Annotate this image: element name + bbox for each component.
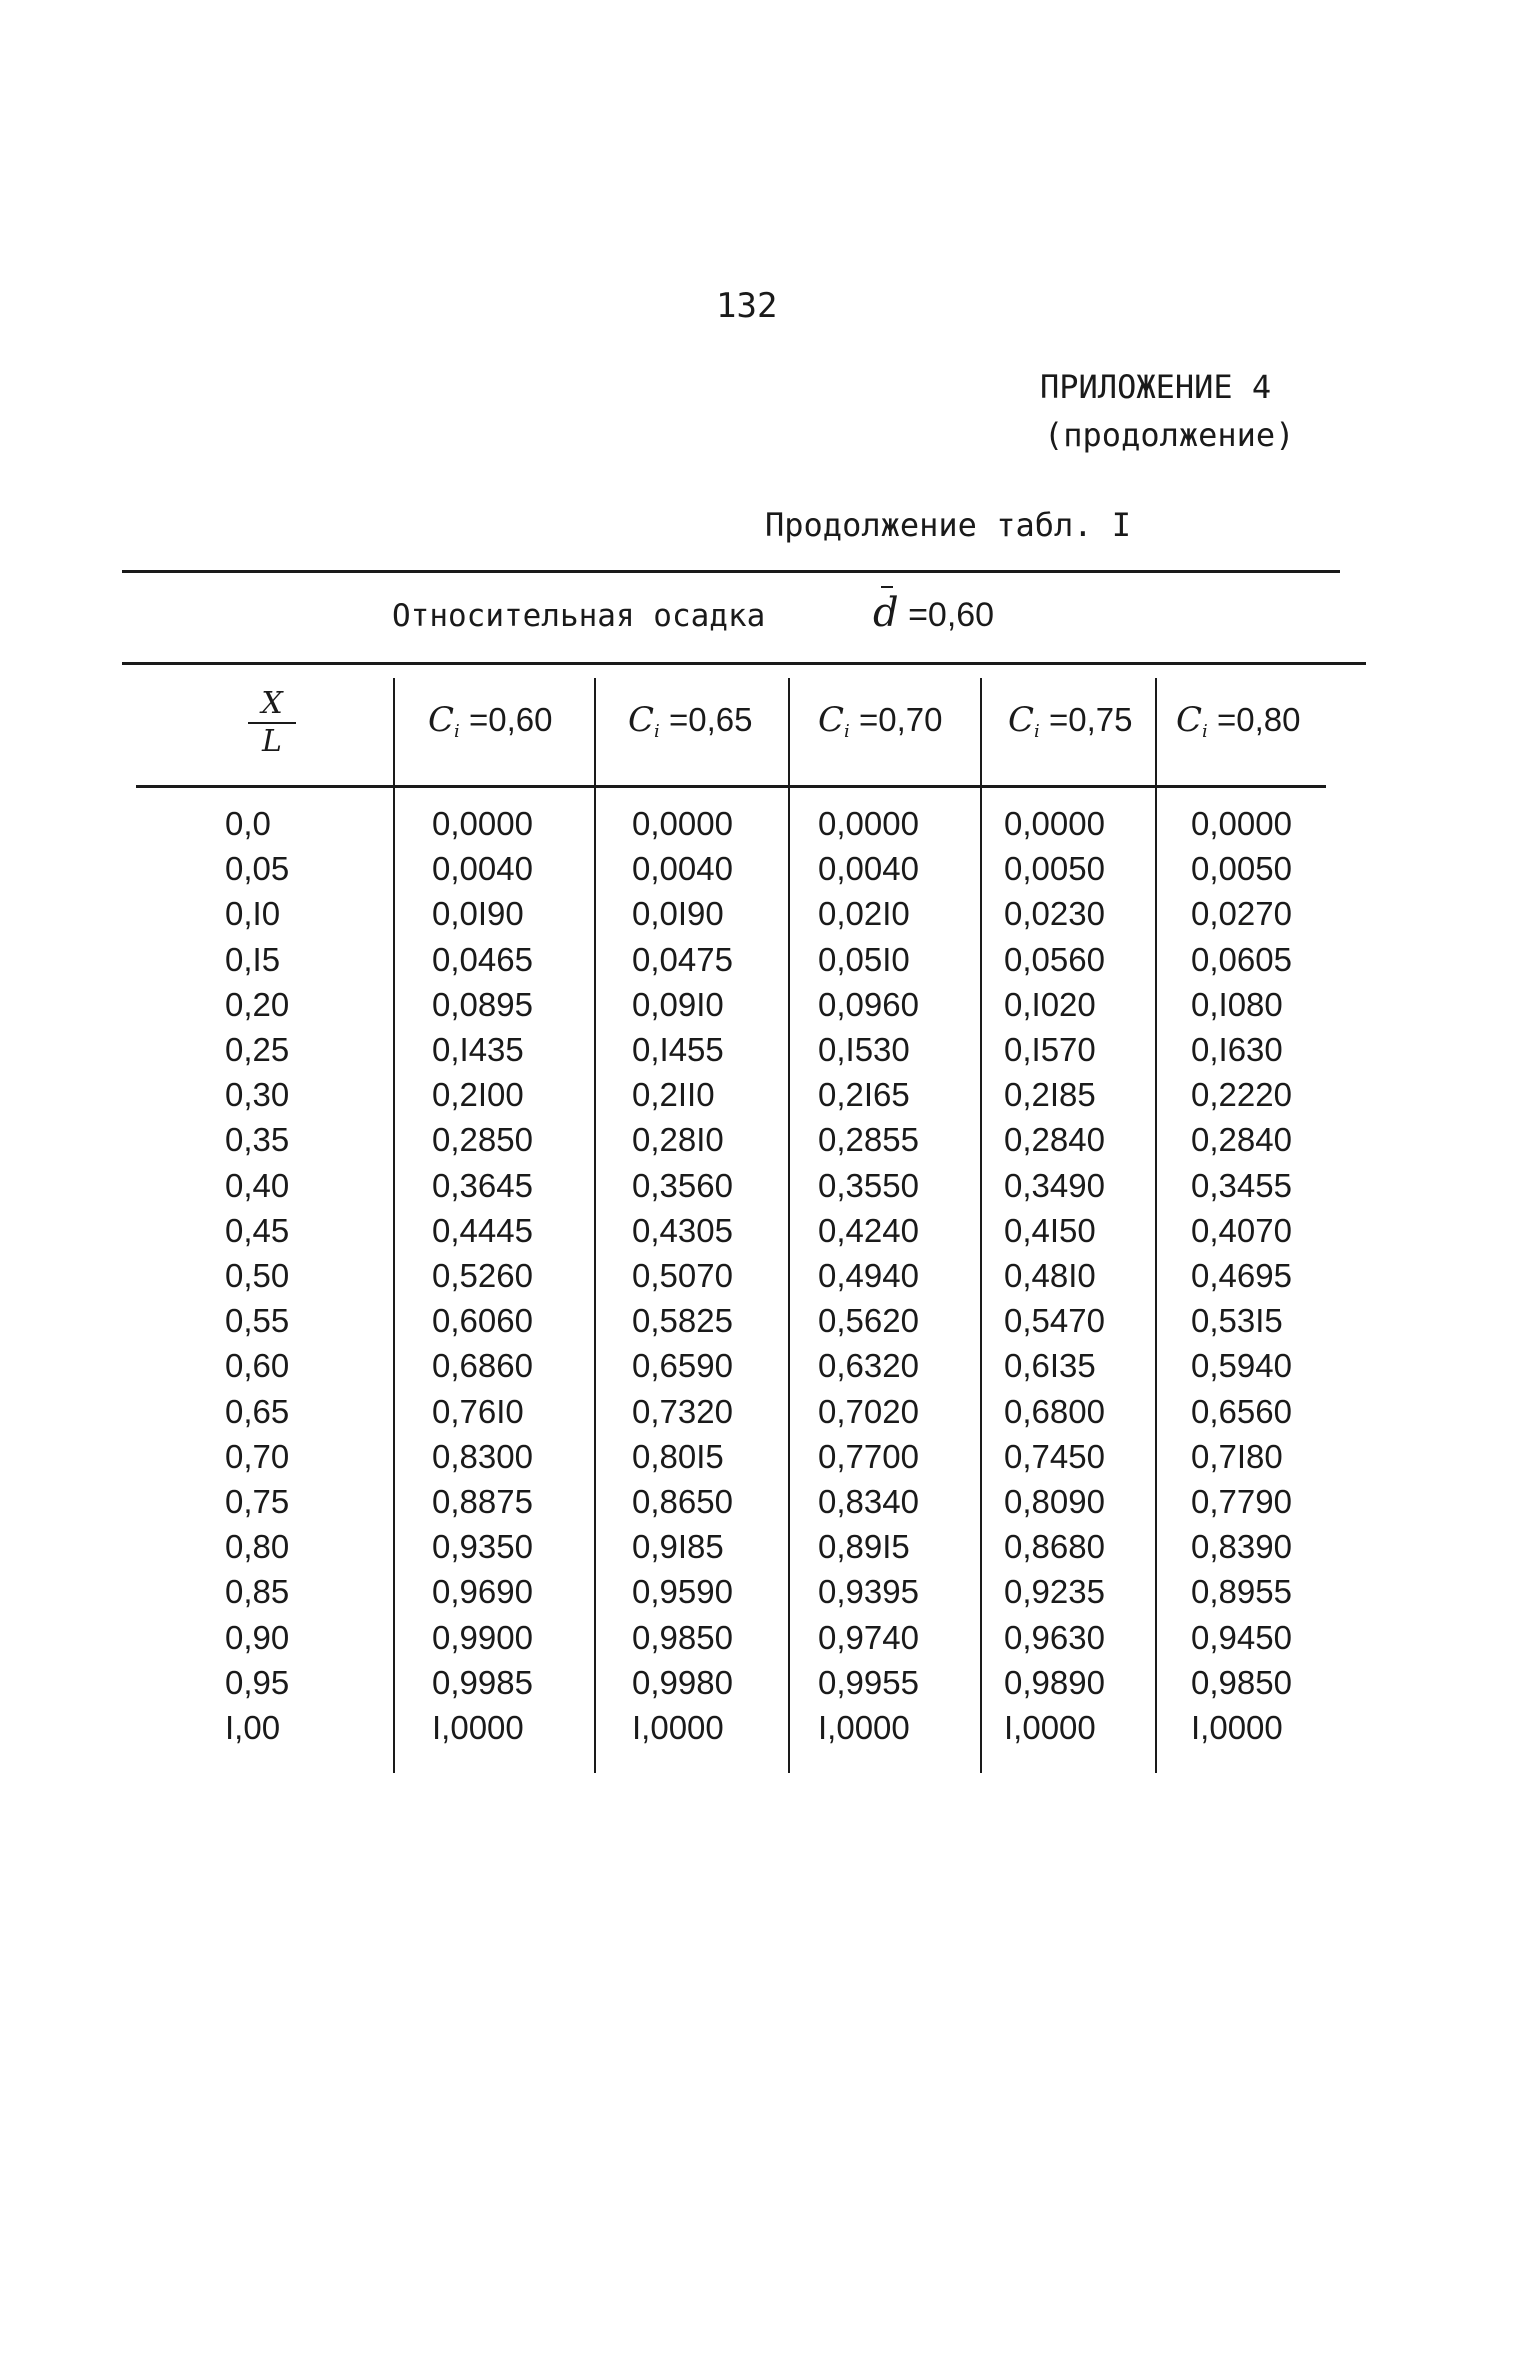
table-cell: I,0000	[818, 1709, 910, 1746]
table-cell: 0,28I0	[632, 1121, 724, 1159]
header-divider-rule	[122, 662, 1366, 665]
table-cell: 0,89I5	[818, 1528, 910, 1566]
table-cell: 0,9740	[818, 1618, 919, 1656]
x-over-l-value: 0,75	[225, 1483, 290, 1520]
column-divider-4	[980, 678, 982, 1773]
table-cell: 0,9985	[432, 1663, 533, 1701]
table-cell: 0,3455	[1191, 1166, 1292, 1204]
table-cell: 0,5940	[1191, 1347, 1292, 1385]
table-cell: 0,02I0	[818, 895, 910, 933]
table-cell: 0,09I0	[632, 985, 724, 1023]
table-cell: 0,I570	[1004, 1031, 1096, 1068]
d-symbol: d	[873, 590, 899, 636]
table-cell: 0,9630	[1004, 1618, 1105, 1656]
table-cell: 0,0040	[818, 850, 919, 888]
table-cell: 0,I020	[1004, 985, 1096, 1023]
table-cell: 0,I455	[632, 1031, 724, 1068]
table-cell: 0,0I90	[432, 895, 524, 933]
table-cell: 0,3550	[818, 1166, 919, 1204]
table-cell: 0,9350	[432, 1528, 533, 1566]
table-cell: 0,4240	[818, 1211, 919, 1249]
x-over-l-value: I,00	[225, 1709, 281, 1746]
c-subscript: i	[1202, 721, 1208, 742]
c-subscript: i	[844, 721, 850, 742]
table-cell: 0,0000	[432, 805, 533, 842]
table-cell: I,0000	[1004, 1709, 1096, 1746]
table-cell: 0,6060	[432, 1302, 533, 1340]
d-value: =0,60	[908, 596, 995, 634]
table-cell: 0,9850	[1191, 1663, 1292, 1701]
table-cell: 0,4445	[432, 1211, 533, 1249]
appendix-subtitle: (продолжение)	[1044, 416, 1295, 454]
x-over-l-value: 0,80	[225, 1528, 290, 1566]
column-divider-3	[788, 678, 790, 1773]
x-over-l-value: 0,05	[225, 850, 290, 888]
column-divider-5	[1155, 678, 1157, 1773]
table-cell: 0,9235	[1004, 1573, 1105, 1611]
table-cell: 0,7700	[818, 1437, 919, 1475]
table-cell: 0,0040	[432, 850, 533, 888]
table-cell: 0,2220	[1191, 1076, 1292, 1114]
table-cell: 0,5825	[632, 1302, 733, 1340]
x-over-l-value: 0,20	[225, 985, 290, 1023]
table-cell: 0,9I85	[632, 1528, 724, 1566]
column-header-1	[428, 700, 552, 742]
table-cell: 0,0230	[1004, 895, 1105, 933]
table-cell: 0,6860	[432, 1347, 533, 1385]
table-cell: 0,7I80	[1191, 1437, 1283, 1475]
column-header-2	[628, 700, 752, 742]
table-top-rule	[122, 570, 1340, 573]
table-cell: 0,0000	[632, 805, 733, 842]
d-parameter	[873, 590, 994, 636]
table-cell: 0,8650	[632, 1483, 733, 1520]
c-subscript: i	[1034, 721, 1040, 742]
column-header-value: =0,75	[1039, 701, 1133, 738]
table-cell: 0,8955	[1191, 1573, 1292, 1611]
column-divider-1	[393, 678, 395, 1773]
table-cell: 0,5620	[818, 1302, 919, 1340]
table-cell: 0,4695	[1191, 1257, 1292, 1294]
table-cell: 0,I630	[1191, 1031, 1283, 1068]
column-header-value: =0,70	[849, 701, 943, 738]
x-over-l-denominator: L	[262, 724, 282, 759]
x-over-l-value: 0,I5	[225, 940, 281, 978]
table-cell: 0,80I5	[632, 1437, 724, 1475]
table-cell: 0,7020	[818, 1392, 919, 1430]
table-cell: 0,4940	[818, 1257, 919, 1294]
table-cell: 0,2850	[432, 1121, 533, 1159]
table-cell: 0,2I00	[432, 1076, 524, 1114]
x-over-l-value: 0,0	[225, 805, 271, 842]
table-cell: 0,6320	[818, 1347, 919, 1385]
table-cell: 0,8390	[1191, 1528, 1292, 1566]
table-caption: Продолжение табл. I	[765, 506, 1132, 544]
table-cell: 0,2840	[1191, 1121, 1292, 1159]
x-over-l-value: 0,30	[225, 1076, 290, 1114]
c-subscript: i	[454, 721, 460, 742]
column-header-rule	[136, 785, 1326, 788]
table-cell: 0,3560	[632, 1166, 733, 1204]
table-cell: 0,9900	[432, 1618, 533, 1656]
table-cell: 0,0050	[1191, 850, 1292, 888]
table-cell: 0,7790	[1191, 1483, 1292, 1520]
x-over-l-numerator: X	[248, 688, 296, 724]
table-cell: I,0000	[1191, 1709, 1283, 1746]
table-cell: 0,3645	[432, 1166, 533, 1204]
column-header-4	[1008, 700, 1132, 742]
column-header-value: =0,65	[659, 701, 753, 738]
table-cell: 0,2II0	[632, 1076, 715, 1114]
table-cell: 0,7320	[632, 1392, 733, 1430]
column-header-value: =0,80	[1207, 701, 1301, 738]
column-header-3	[818, 700, 942, 742]
table-cell: 0,2855	[818, 1121, 919, 1159]
table-cell: 0,9590	[632, 1573, 733, 1611]
table-cell: 0,6560	[1191, 1392, 1292, 1430]
x-over-l-value: 0,45	[225, 1211, 290, 1249]
table-cell: 0,9890	[1004, 1663, 1105, 1701]
column-header-value: =0,60	[459, 701, 553, 738]
x-over-l-value: 0,25	[225, 1031, 290, 1068]
x-over-l-value: 0,95	[225, 1663, 290, 1701]
table-cell: 0,6590	[632, 1347, 733, 1385]
table-cell: 0,5260	[432, 1257, 533, 1294]
table-cell: 0,0895	[432, 985, 533, 1023]
appendix-title: ПРИЛОЖЕНИЕ 4	[1040, 368, 1272, 406]
c-subscript: i	[654, 721, 660, 742]
table-cell: 0,7450	[1004, 1437, 1105, 1475]
x-over-l-value: 0,I0	[225, 895, 281, 933]
settlement-label: Относительная осадка	[392, 598, 766, 634]
table-cell: 0,8340	[818, 1483, 919, 1520]
table-cell: 0,0000	[1004, 805, 1105, 842]
table-cell: 0,8090	[1004, 1483, 1105, 1520]
table-cell: 0,I080	[1191, 985, 1283, 1023]
table-cell: 0,0000	[1191, 805, 1292, 842]
table-cell: 0,4070	[1191, 1211, 1292, 1249]
table-cell: 0,3490	[1004, 1166, 1105, 1204]
x-over-l-value: 0,35	[225, 1121, 290, 1159]
table-cell: 0,I530	[818, 1031, 910, 1068]
table-cell: 0,2840	[1004, 1121, 1105, 1159]
c-symbol: C	[1008, 700, 1035, 740]
x-over-l-value: 0,90	[225, 1618, 290, 1656]
table-cell: 0,8300	[432, 1437, 533, 1475]
table-cell: 0,0465	[432, 940, 533, 978]
x-over-l-value: 0,70	[225, 1437, 290, 1475]
c-symbol: C	[428, 700, 455, 740]
table-cell: 0,8875	[432, 1483, 533, 1520]
table-cell: 0,0000	[818, 805, 919, 842]
table-cell: 0,76I0	[432, 1392, 524, 1430]
x-over-l-value: 0,40	[225, 1166, 290, 1204]
table-cell: 0,0560	[1004, 940, 1105, 978]
table-cell: 0,5470	[1004, 1302, 1105, 1340]
table-cell: 0,8680	[1004, 1528, 1105, 1566]
c-symbol: C	[818, 700, 845, 740]
table-cell: 0,05I0	[818, 940, 910, 978]
table-cell: 0,0I90	[632, 895, 724, 933]
table-cell: 0,0475	[632, 940, 733, 978]
table-cell: 0,9850	[632, 1618, 733, 1656]
table-cell: 0,9395	[818, 1573, 919, 1611]
table-cell: 0,6800	[1004, 1392, 1105, 1430]
c-symbol: C	[1176, 700, 1203, 740]
table-cell: 0,9690	[432, 1573, 533, 1611]
table-cell: 0,9980	[632, 1663, 733, 1701]
column-divider-2	[594, 678, 596, 1773]
table-cell: 0,4305	[632, 1211, 733, 1249]
table-cell: 0,0960	[818, 985, 919, 1023]
table-cell: 0,48I0	[1004, 1257, 1096, 1294]
x-over-l-value: 0,50	[225, 1257, 290, 1294]
table-cell: 0,9450	[1191, 1618, 1292, 1656]
table-cell: 0,I435	[432, 1031, 524, 1068]
page-number: 132	[716, 286, 778, 326]
table-cell: 0,0270	[1191, 895, 1292, 933]
table-cell: I,0000	[632, 1709, 724, 1746]
table-cell: 0,6I35	[1004, 1347, 1096, 1385]
c-symbol: C	[628, 700, 655, 740]
x-over-l-value: 0,65	[225, 1392, 290, 1430]
table-cell: I,0000	[432, 1709, 524, 1746]
x-over-l-value: 0,60	[225, 1347, 290, 1385]
x-over-l-value: 0,85	[225, 1573, 290, 1611]
table-cell: 0,9955	[818, 1663, 919, 1701]
table-cell: 0,0040	[632, 850, 733, 888]
x-over-l-header	[248, 688, 296, 758]
table-cell: 0,0605	[1191, 940, 1292, 978]
x-over-l-value: 0,55	[225, 1302, 290, 1340]
column-header-5	[1176, 700, 1300, 742]
table-cell: 0,2I65	[818, 1076, 910, 1114]
table-cell: 0,0050	[1004, 850, 1105, 888]
table-cell: 0,53I5	[1191, 1302, 1283, 1340]
table-cell: 0,2I85	[1004, 1076, 1096, 1114]
table-cell: 0,4I50	[1004, 1211, 1096, 1249]
table-cell: 0,5070	[632, 1257, 733, 1294]
